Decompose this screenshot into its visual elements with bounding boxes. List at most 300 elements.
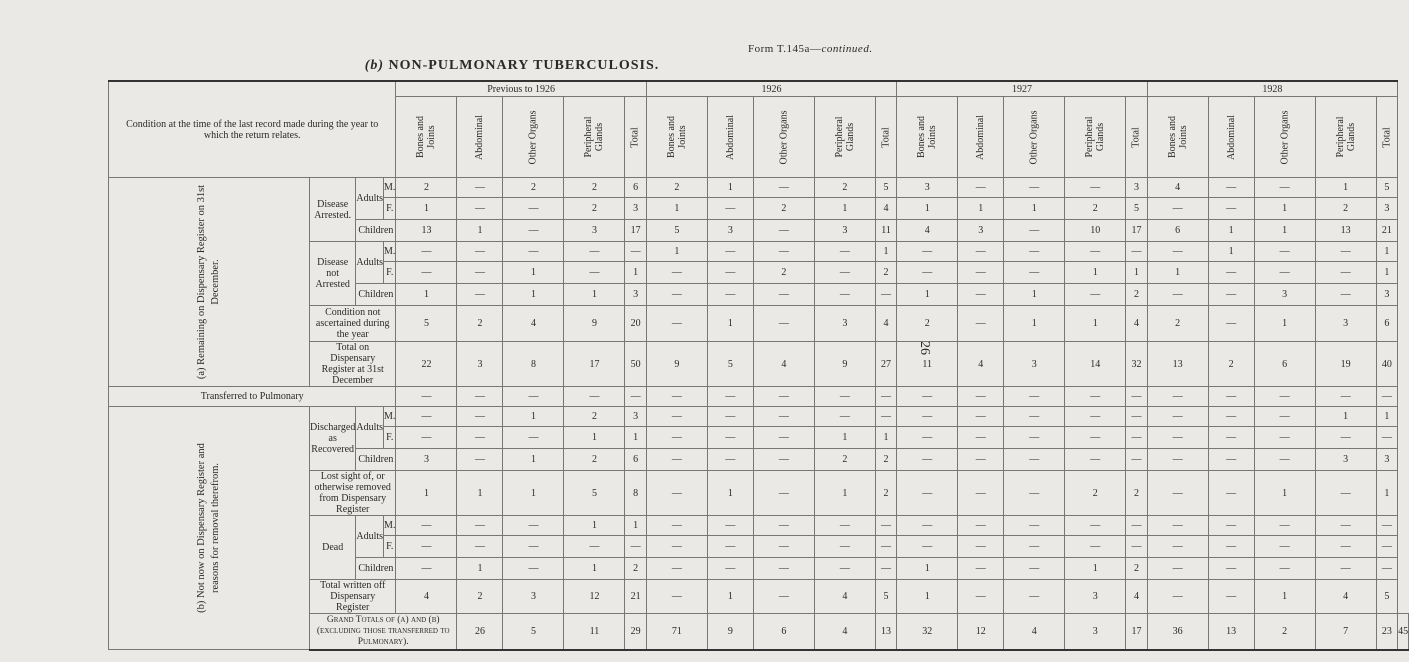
tuberculosis-table [108, 80, 1409, 651]
table-cell: 3 [707, 220, 753, 242]
table-cell: — [814, 516, 875, 536]
table-cell: — [958, 536, 1004, 558]
table-cell: — [1208, 427, 1254, 449]
table-cell: 1 [875, 427, 896, 449]
table-cell: — [897, 449, 958, 471]
table-cell: — [958, 387, 1004, 407]
table-cell: — [1065, 427, 1126, 449]
table-cell: 1 [897, 558, 958, 580]
table-cell: — [646, 516, 707, 536]
table-cell: — [564, 262, 625, 284]
table-cell: — [1376, 536, 1397, 558]
table-cell: 3 [625, 407, 646, 427]
table-cell: — [753, 242, 814, 262]
table-cell: — [1208, 516, 1254, 536]
table-cell: — [958, 558, 1004, 580]
table-cell: — [503, 558, 564, 580]
table-cell: — [396, 427, 457, 449]
column-header: Bones and Joints [1147, 97, 1208, 178]
table-cell: — [958, 284, 1004, 306]
table-cell: 1 [625, 516, 646, 536]
column-header: Peripheral Glands [564, 97, 625, 178]
table-cell: — [814, 558, 875, 580]
table-cell: — [753, 449, 814, 471]
table-cell: 4 [814, 614, 875, 650]
table-cell: 2 [875, 262, 896, 284]
table-cell: 9 [646, 342, 707, 387]
table-cell: — [1147, 387, 1208, 407]
table-cell: 2 [1126, 558, 1147, 580]
table-cell: 4 [958, 342, 1004, 387]
column-header: Total [875, 97, 896, 178]
table-cell: — [1208, 262, 1254, 284]
table-cell: — [646, 536, 707, 558]
table-cell: 13 [396, 220, 457, 242]
table-cell: — [1208, 580, 1254, 614]
table-cell: — [1065, 284, 1126, 306]
table-cell: 5 [1126, 198, 1147, 220]
table-cell: — [753, 306, 814, 342]
table-cell: — [1147, 536, 1208, 558]
table-cell: 20 [625, 306, 646, 342]
table-cell: 2 [457, 306, 503, 342]
table-cell: 3 [457, 342, 503, 387]
table-cell: — [457, 262, 503, 284]
table-cell: — [1004, 427, 1065, 449]
table-cell: — [1254, 407, 1315, 427]
table-cell: 21 [625, 580, 646, 614]
table-cell: 17 [1126, 614, 1147, 650]
table-cell: 3 [958, 220, 1004, 242]
table-cell: 1 [1004, 198, 1065, 220]
table-row [109, 178, 1409, 198]
table-cell: 1 [1208, 220, 1254, 242]
table-cell: 3 [1376, 198, 1397, 220]
table-cell: 3 [1126, 178, 1147, 198]
table-cell: 2 [1126, 471, 1147, 516]
table-cell: — [707, 242, 753, 262]
table-cell: — [1254, 427, 1315, 449]
table-cell: 2 [897, 306, 958, 342]
total-written-off-label: Total written off Dispensary Register [310, 580, 396, 614]
table-cell: — [1004, 178, 1065, 198]
table-cell: — [753, 471, 814, 516]
table-cell: — [707, 449, 753, 471]
sex-label: M. [384, 242, 396, 262]
table-cell: — [1254, 449, 1315, 471]
page-number: 26 [917, 341, 932, 355]
table-cell: — [1065, 178, 1126, 198]
table-cell: — [1315, 242, 1376, 262]
table-cell: 1 [814, 471, 875, 516]
children-label: Children [356, 449, 396, 471]
table-cell: — [1147, 558, 1208, 580]
table-cell: 17 [1126, 220, 1147, 242]
column-header: Other Organs [503, 97, 564, 178]
table-cell: 1 [1065, 262, 1126, 284]
table-cell: — [1126, 516, 1147, 536]
table-cell: — [814, 407, 875, 427]
page-title: (b) NON-PULMONARY TUBERCULOSIS. [364, 58, 660, 73]
table-cell: 2 [814, 449, 875, 471]
adults-label: Adults [356, 516, 384, 558]
table-cell: — [814, 387, 875, 407]
table-cell: — [1004, 242, 1065, 262]
table-cell: 3 [1065, 614, 1126, 650]
column-header: Total [1376, 97, 1397, 178]
table-cell: — [1065, 407, 1126, 427]
table-cell: 1 [1065, 558, 1126, 580]
table-cell: 12 [564, 580, 625, 614]
table-cell: — [1065, 387, 1126, 407]
table-cell: — [503, 516, 564, 536]
table-cell: — [646, 580, 707, 614]
table-cell: — [958, 242, 1004, 262]
table-cell: — [646, 262, 707, 284]
year-header: 1926 [646, 81, 896, 97]
table-cell: 1 [707, 178, 753, 198]
table-cell: 3 [814, 306, 875, 342]
table-cell: — [1147, 449, 1208, 471]
table-cell: 2 [753, 262, 814, 284]
year-header: Previous to 1926 [396, 81, 646, 97]
table-cell: — [875, 536, 896, 558]
table-cell: — [503, 198, 564, 220]
table-cell: — [1208, 306, 1254, 342]
table-cell: 5 [875, 580, 896, 614]
table-cell: 4 [875, 306, 896, 342]
table-cell: — [457, 516, 503, 536]
table-cell: — [1315, 558, 1376, 580]
table-cell: 2 [753, 198, 814, 220]
table-cell: — [457, 284, 503, 306]
table-cell: 22 [396, 342, 457, 387]
table-cell: — [875, 407, 896, 427]
table-cell: — [1254, 387, 1315, 407]
table-cell: 1 [1376, 471, 1397, 516]
table-cell: — [814, 284, 875, 306]
not-ascertained-label: Condition not ascertained during the year [310, 306, 396, 342]
table-cell: — [958, 449, 1004, 471]
table-cell: — [1254, 536, 1315, 558]
table-cell: — [897, 387, 958, 407]
table-cell: 2 [564, 449, 625, 471]
column-header: Peripheral Glands [1315, 97, 1376, 178]
table-cell: — [396, 387, 457, 407]
table-cell: — [707, 284, 753, 306]
disease-not-arrested-label: Disease not Arrested [310, 242, 356, 306]
form-reference: Form T.145a—continued. [748, 43, 873, 55]
table-cell: — [753, 220, 814, 242]
table-cell: — [1315, 262, 1376, 284]
table-cell: 13 [1315, 220, 1376, 242]
table-cell: — [1208, 198, 1254, 220]
table-cell: 7 [1315, 614, 1376, 650]
sex-label: M. [384, 178, 396, 198]
sex-label: F. [384, 198, 396, 220]
table-cell: 1 [1254, 220, 1315, 242]
table-cell: 2 [503, 178, 564, 198]
table-cell: — [1126, 242, 1147, 262]
table-cell: — [875, 516, 896, 536]
sex-label: F. [384, 262, 396, 284]
column-header: Other Organs [1254, 97, 1315, 178]
table-cell: — [707, 558, 753, 580]
table-cell: — [958, 427, 1004, 449]
table-cell: — [1147, 471, 1208, 516]
table-cell: — [1254, 242, 1315, 262]
table-cell: 1 [1254, 198, 1315, 220]
table-cell: — [1147, 407, 1208, 427]
table-cell: — [897, 427, 958, 449]
table-cell: — [897, 516, 958, 536]
adults-label: Adults [356, 407, 384, 449]
table-cell: — [958, 306, 1004, 342]
table-cell: — [1315, 471, 1376, 516]
table-cell: — [707, 516, 753, 536]
table-cell: 8 [503, 342, 564, 387]
table-cell: — [897, 471, 958, 516]
table-cell: 17 [564, 342, 625, 387]
table-cell: 2 [564, 178, 625, 198]
table-cell: — [1315, 516, 1376, 536]
table-cell: — [707, 407, 753, 427]
table-cell: — [753, 427, 814, 449]
table-cell: — [1004, 536, 1065, 558]
table-cell: 21 [1376, 220, 1397, 242]
table-cell: — [396, 262, 457, 284]
table-row [109, 387, 1409, 407]
table-cell: — [1004, 387, 1065, 407]
table-cell: — [958, 178, 1004, 198]
table-cell: — [1147, 427, 1208, 449]
table-cell: — [1254, 178, 1315, 198]
table-cell: — [958, 471, 1004, 516]
table-cell: — [1126, 427, 1147, 449]
table-cell: 2 [564, 407, 625, 427]
table-cell: 1 [457, 558, 503, 580]
table-cell: 6 [625, 449, 646, 471]
table-cell: 3 [1376, 284, 1397, 306]
table-cell: — [457, 407, 503, 427]
table-cell: 2 [1208, 342, 1254, 387]
table-cell: — [503, 427, 564, 449]
table-cell: — [1147, 242, 1208, 262]
table-cell: — [646, 284, 707, 306]
table-cell: 5 [1376, 580, 1397, 614]
section-a-label [109, 178, 310, 387]
table-cell: — [1254, 262, 1315, 284]
table-cell: 1 [564, 427, 625, 449]
table-cell: 32 [897, 614, 958, 650]
table-cell: — [875, 387, 896, 407]
table-cell: 5 [1376, 178, 1397, 198]
table-cell: 3 [503, 580, 564, 614]
table-cell: 14 [1065, 342, 1126, 387]
column-header: Other Organs [1004, 97, 1065, 178]
sex-label: M. [384, 407, 396, 427]
table-cell: — [457, 449, 503, 471]
table-cell: — [1376, 558, 1397, 580]
table-cell: 2 [625, 558, 646, 580]
table-cell: 2 [1147, 306, 1208, 342]
table-cell: 1 [1126, 262, 1147, 284]
table-cell: 9 [707, 614, 753, 650]
table-cell: — [753, 516, 814, 536]
column-header: Peripheral Glands [1065, 97, 1126, 178]
table-cell: 6 [1147, 220, 1208, 242]
table-cell: — [1004, 407, 1065, 427]
table-cell: — [457, 242, 503, 262]
table-cell: — [1126, 387, 1147, 407]
table-cell: — [753, 407, 814, 427]
table-cell: 5 [707, 342, 753, 387]
table-cell: — [1004, 262, 1065, 284]
table-cell: — [897, 262, 958, 284]
table-cell: 2 [646, 178, 707, 198]
table-cell: 1 [646, 242, 707, 262]
table-cell: 4 [1004, 614, 1065, 650]
table-cell: 3 [897, 178, 958, 198]
table-cell: — [707, 427, 753, 449]
table-cell: 1 [707, 580, 753, 614]
table-cell: 13 [875, 614, 896, 650]
table-cell: — [625, 387, 646, 407]
adults-label: Adults [356, 242, 384, 284]
table-cell: — [1065, 516, 1126, 536]
table-cell: 1 [1376, 262, 1397, 284]
table-cell: 1 [814, 198, 875, 220]
table-cell: 36 [1147, 614, 1208, 650]
table-cell: 1 [564, 516, 625, 536]
table-cell: 11 [897, 342, 958, 387]
table-cell: 11 [875, 220, 896, 242]
column-header: Bones and Joints [646, 97, 707, 178]
table-cell: 2 [814, 178, 875, 198]
table-cell: 1 [707, 471, 753, 516]
table-cell: 1 [814, 427, 875, 449]
table-cell: 1 [503, 471, 564, 516]
dead-label: Dead [310, 516, 356, 580]
table-cell: — [1315, 284, 1376, 306]
children-label: Children [356, 220, 396, 242]
table-cell: 3 [1065, 580, 1126, 614]
table-cell: — [396, 516, 457, 536]
table-cell: 3 [1004, 342, 1065, 387]
table-cell: — [646, 471, 707, 516]
table-cell: — [646, 306, 707, 342]
table-cell: — [1208, 449, 1254, 471]
table-cell: 2 [1065, 471, 1126, 516]
table-cell: 71 [646, 614, 707, 650]
table-cell: 1 [1254, 580, 1315, 614]
table-cell: 1 [1315, 178, 1376, 198]
table-cell: 19 [1315, 342, 1376, 387]
table-cell: — [564, 536, 625, 558]
table-cell: — [814, 536, 875, 558]
table-cell: 29 [625, 614, 646, 650]
table-cell: — [1376, 516, 1397, 536]
table-cell: — [1208, 284, 1254, 306]
table-cell: 1 [503, 449, 564, 471]
lost-sight-label: Lost sight of, or otherwise removed from Dispensary Register [310, 471, 396, 516]
table-cell: — [897, 407, 958, 427]
condition-header: Condition at the time of the last record made during the year to which the return relates. [109, 81, 396, 178]
table-cell: — [1315, 427, 1376, 449]
table-cell: 1 [1147, 262, 1208, 284]
table-cell: 2 [875, 471, 896, 516]
table-cell: — [707, 387, 753, 407]
year-header: 1927 [897, 81, 1147, 97]
table-cell: 3 [625, 198, 646, 220]
table-cell: 1 [1254, 306, 1315, 342]
table-cell: 1 [396, 471, 457, 516]
table-cell: — [958, 516, 1004, 536]
table-cell: — [1254, 558, 1315, 580]
table-cell: 2 [1315, 198, 1376, 220]
table-cell: 1 [564, 284, 625, 306]
children-label: Children [356, 284, 396, 306]
column-header: Abdominal [1208, 97, 1254, 178]
table-cell: 1 [396, 284, 457, 306]
table-cell: 1 [503, 284, 564, 306]
table-cell: 1 [1004, 284, 1065, 306]
table-cell: — [753, 536, 814, 558]
table-cell: — [1315, 536, 1376, 558]
table-cell: — [897, 242, 958, 262]
table-cell: — [396, 536, 457, 558]
disease-arrested-label: Disease Arrested. [310, 178, 356, 242]
table-cell: — [1376, 427, 1397, 449]
table-cell: 4 [897, 220, 958, 242]
section-a-label-text: (a) Remaining on Dispensary Register on 31st December. [196, 184, 221, 380]
table-cell: 45 [1398, 614, 1409, 650]
table-cell: 2 [875, 449, 896, 471]
table-cell: 2 [1065, 198, 1126, 220]
table-cell: — [1208, 178, 1254, 198]
table-cell: 5 [503, 614, 564, 650]
column-header: Abdominal [958, 97, 1004, 178]
table-cell: 1 [457, 471, 503, 516]
table-cell: 1 [625, 427, 646, 449]
table-cell: 9 [814, 342, 875, 387]
table-cell: 1 [396, 198, 457, 220]
table-cell: — [503, 536, 564, 558]
total-register-label: Total on Dispensary Register at 31st December [310, 342, 396, 387]
table-cell: 1 [958, 198, 1004, 220]
table-cell: 2 [457, 580, 503, 614]
table-cell: 1 [1315, 407, 1376, 427]
column-header: Abdominal [457, 97, 503, 178]
table-cell: 17 [625, 220, 646, 242]
table-cell: 5 [646, 220, 707, 242]
column-header: Bones and Joints [396, 97, 457, 178]
table-cell: — [897, 536, 958, 558]
table-cell: — [1254, 516, 1315, 536]
table-cell: 1 [564, 558, 625, 580]
table-cell: — [1126, 407, 1147, 427]
table-cell: — [1126, 449, 1147, 471]
table-cell: 4 [875, 198, 896, 220]
table-cell: 5 [396, 306, 457, 342]
table-cell: 1 [1004, 306, 1065, 342]
table-cell: — [1004, 220, 1065, 242]
table-cell: — [753, 284, 814, 306]
table-cell: — [646, 449, 707, 471]
table-cell: — [1208, 558, 1254, 580]
table-cell: 1 [503, 407, 564, 427]
table-cell: 1 [875, 242, 896, 262]
